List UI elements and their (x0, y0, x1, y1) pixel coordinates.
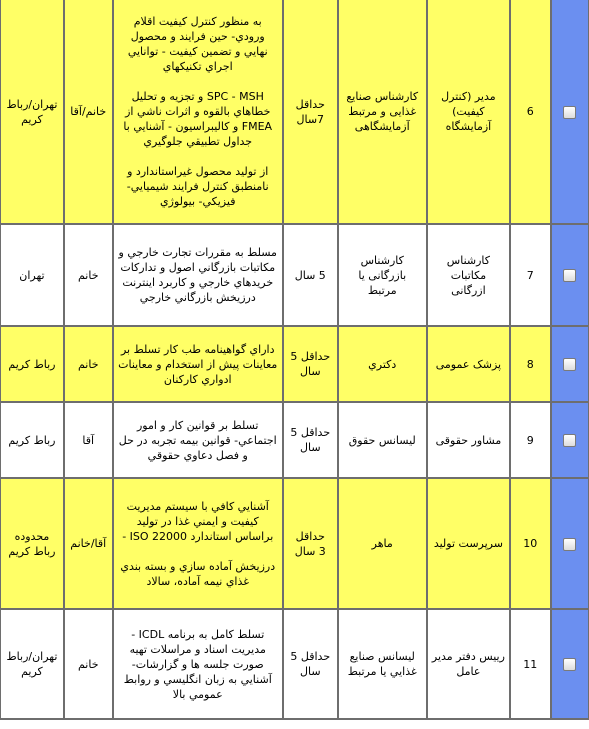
job-title: پزشک عمومی (428, 327, 509, 401)
job-description (114, 610, 282, 718)
table-row (1, 403, 588, 477)
experience-requirement: 5 سال (284, 225, 337, 325)
experience-requirement: حداقل 5 سال (284, 610, 337, 718)
description-paragraph: از توليد محصول غيراستاندارد و نامنطبق کنترل فرايند شيميايي- فيزيکي- بيولوژي (126, 165, 269, 208)
job-title: کارشناس مکاتبات ازرگانی (428, 225, 509, 325)
experience-requirement: حداقل 5 سال (284, 403, 337, 477)
education-requirement: ماهر (339, 479, 426, 608)
row-select-checkbox[interactable] (563, 538, 576, 551)
row-select-cell[interactable] (552, 225, 589, 325)
row-number: 9 (511, 403, 550, 477)
job-description (114, 479, 282, 608)
row-select-cell[interactable] (552, 403, 589, 477)
job-location: محدوده رباط کريم (1, 479, 63, 608)
description-paragraph: مسلط به مقررات تجارت خارجي و مکاتبات بازرگاني اصول و تدارکات خريدهاي خارجي و کاربرد اينترنت درزيخش بازرگاني خارجي (118, 246, 277, 304)
row-select-cell[interactable] (552, 327, 589, 401)
job-title: رييس دفتر مدير عامل (428, 610, 509, 718)
experience-requirement: حداقل 7سال (284, 0, 337, 223)
row-number: 8 (511, 327, 550, 401)
experience-requirement: حداقل 3 سال (284, 479, 337, 608)
row-select-checkbox[interactable] (563, 269, 576, 282)
job-title: سرپرست توليد (428, 479, 509, 608)
description-paragraph: SPC - MSH و تجزيه و تحليل خطاهاي بالقوه و اثرات ناشي از FMEA و کاليبراسيون - آشنايي با جداول تطبيقي جلوگيري (123, 90, 273, 148)
job-title: مشاور حقوقی (428, 403, 509, 477)
row-select-cell[interactable] (552, 0, 589, 223)
job-description (114, 0, 282, 223)
description-paragraph: به منظور کنترل کيفيت اقلام ورودي- حين فرايند و محصول نهايي و تضمين کيفيت - توانايي اجراي تکنيکهاي (127, 15, 268, 73)
description-paragraph: آشنايي کافي با سيستم مديريت کيفيت و ايمني غذا در توليد براساس استاندارد ISO 22000 - (122, 499, 274, 543)
experience-requirement: حداقل 5 سال (284, 327, 337, 401)
table-row (1, 225, 588, 325)
job-location: رباط کريم (1, 327, 63, 401)
education-requirement: ليسانس صنايع غذايي يا مرتبط (339, 610, 426, 718)
job-location: رباط کريم (1, 403, 63, 477)
gender-requirement: خانم (65, 327, 112, 401)
gender-requirement: آقا/خانم (65, 479, 112, 608)
job-location: تهران/رباط کريم (1, 610, 63, 718)
job-description (114, 403, 282, 477)
education-requirement: کارشناس بازرگانی يا مرتبط (339, 225, 426, 325)
table-row (1, 0, 588, 223)
row-select-cell[interactable] (552, 610, 589, 718)
row-select-checkbox[interactable] (563, 358, 576, 371)
job-description (114, 225, 282, 325)
row-number: 10 (511, 479, 550, 608)
row-select-checkbox[interactable] (563, 106, 576, 119)
table-row (1, 327, 588, 401)
gender-requirement: خانم (65, 610, 112, 718)
education-requirement: دکتري (339, 327, 426, 401)
job-description (114, 327, 282, 401)
education-requirement: ليسانس حقوق (339, 403, 426, 477)
gender-requirement: آقا (65, 403, 112, 477)
gender-requirement: خانم (65, 225, 112, 325)
job-location: تهران (1, 225, 63, 325)
row-number: 6 (511, 0, 550, 223)
row-select-cell[interactable] (552, 479, 589, 608)
row-number: 11 (511, 610, 550, 718)
row-select-checkbox[interactable] (563, 434, 576, 447)
table-body (1, 0, 588, 718)
description-paragraph: تسلط بر قوانين کار و امور اجتماعي- قوانين بيمه تجربه در حل و فصل دعاوي حقوقي (118, 418, 277, 462)
description-paragraph: داراي گواهينامه طب کار تسلط بر معاينات پيش از استخدام و معاينات ادواري کارکنان (118, 342, 278, 386)
table-row (1, 610, 588, 718)
row-select-checkbox[interactable] (563, 658, 576, 671)
row-number: 7 (511, 225, 550, 325)
job-location: تهران/رباط کريم (1, 0, 63, 223)
description-paragraph: تسلط کامل به برنامه ICDL - مديريت اسناد و مراسلات تهيه صورت جلسه ها و گزارشات- آشنايي به زبان انگليسي و روابط عمومي بالا (123, 627, 272, 701)
job-title: مدير (کنترل کيفيت) آزمايشگاه (428, 0, 509, 223)
table-row (1, 479, 588, 608)
gender-requirement: خانم/آقا (65, 0, 112, 223)
education-requirement: کارشناس صنايع غذايی و مرتبط آزمايشگاهی (339, 0, 426, 223)
description-paragraph: درزيخش آماده سازي و بسته بندي غذاي نيمه آماده، سالاد (120, 559, 276, 588)
